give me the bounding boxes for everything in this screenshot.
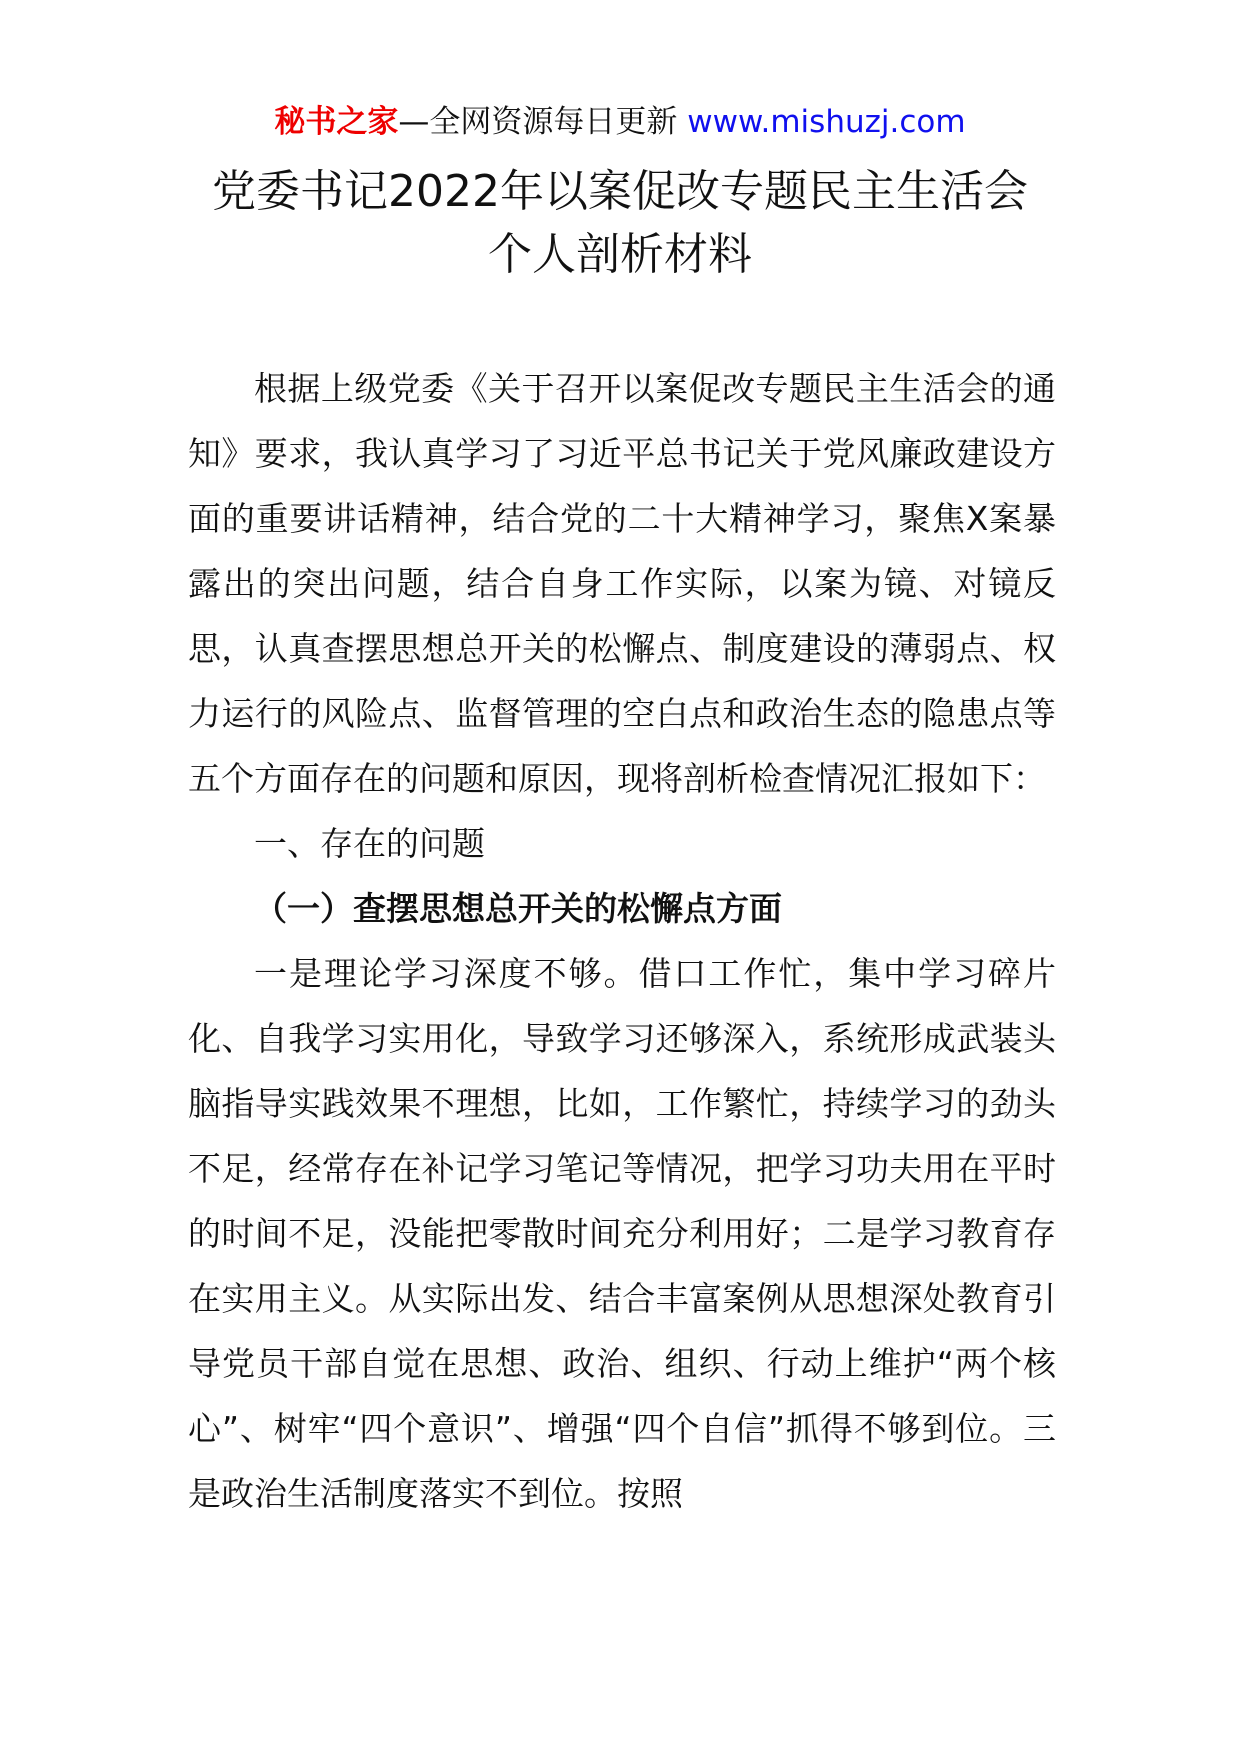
title-line-2: 个人剖析材料: [488, 229, 752, 280]
brand-name: 秘书之家: [274, 104, 399, 140]
header-tagline: —全网资源每日更新: [398, 104, 688, 140]
site-url-link[interactable]: www.mishuzj.com: [687, 104, 966, 140]
body-paragraph-1: 一是理论学习深度不够。借口工作忙，集中学习碎片化、自我学习实用化，导致学习还够深入，系统形成武装头脑指导实践效果不理想，比如，工作繁忙，持续学习的劲头不足，经常存在补记学习笔记等情况，把学习功夫用在平时的时间不足，没能把零散时间充分利用好；二是学习教育存在实用主义。从实际出发、结合丰富案例从思想深处教育引导党员干部自觉在思想、政治、组织、行动上维护“两个核心”、树牢“四个意识”、增强“四个自信”抓得不够到位。三是政治生活制度落实不到位。按照: [188, 954, 1056, 1513]
title-line-1: 党委书记2022年以案促改专题民主生活会: [212, 166, 1028, 217]
site-header: [0, 100, 1240, 144]
document-body: [188, 356, 1056, 1526]
document-title: [100, 160, 1140, 286]
section-heading-1: 一、存在的问题: [254, 824, 485, 863]
intro-paragraph: 根据上级党委《关于召开以案促改专题民主生活会的通知》要求，我认真学习了习近平总书记关于党风廉政建设方面的重要讲话精神，结合党的二十大精神学习，聚焦X案暴露出的突出问题，结合自身工作实际，以案为镜、对镜反思，认真查摆思想总开关的松懈点、制度建设的薄弱点、权力运行的风险点、监督管理的空白点和政治生态的隐患点等五个方面存在的问题和原因，现将剖析检查情况汇报如下：: [188, 369, 1056, 798]
subsection-heading-1: （一）查摆思想总开关的松懈点方面: [254, 889, 782, 928]
